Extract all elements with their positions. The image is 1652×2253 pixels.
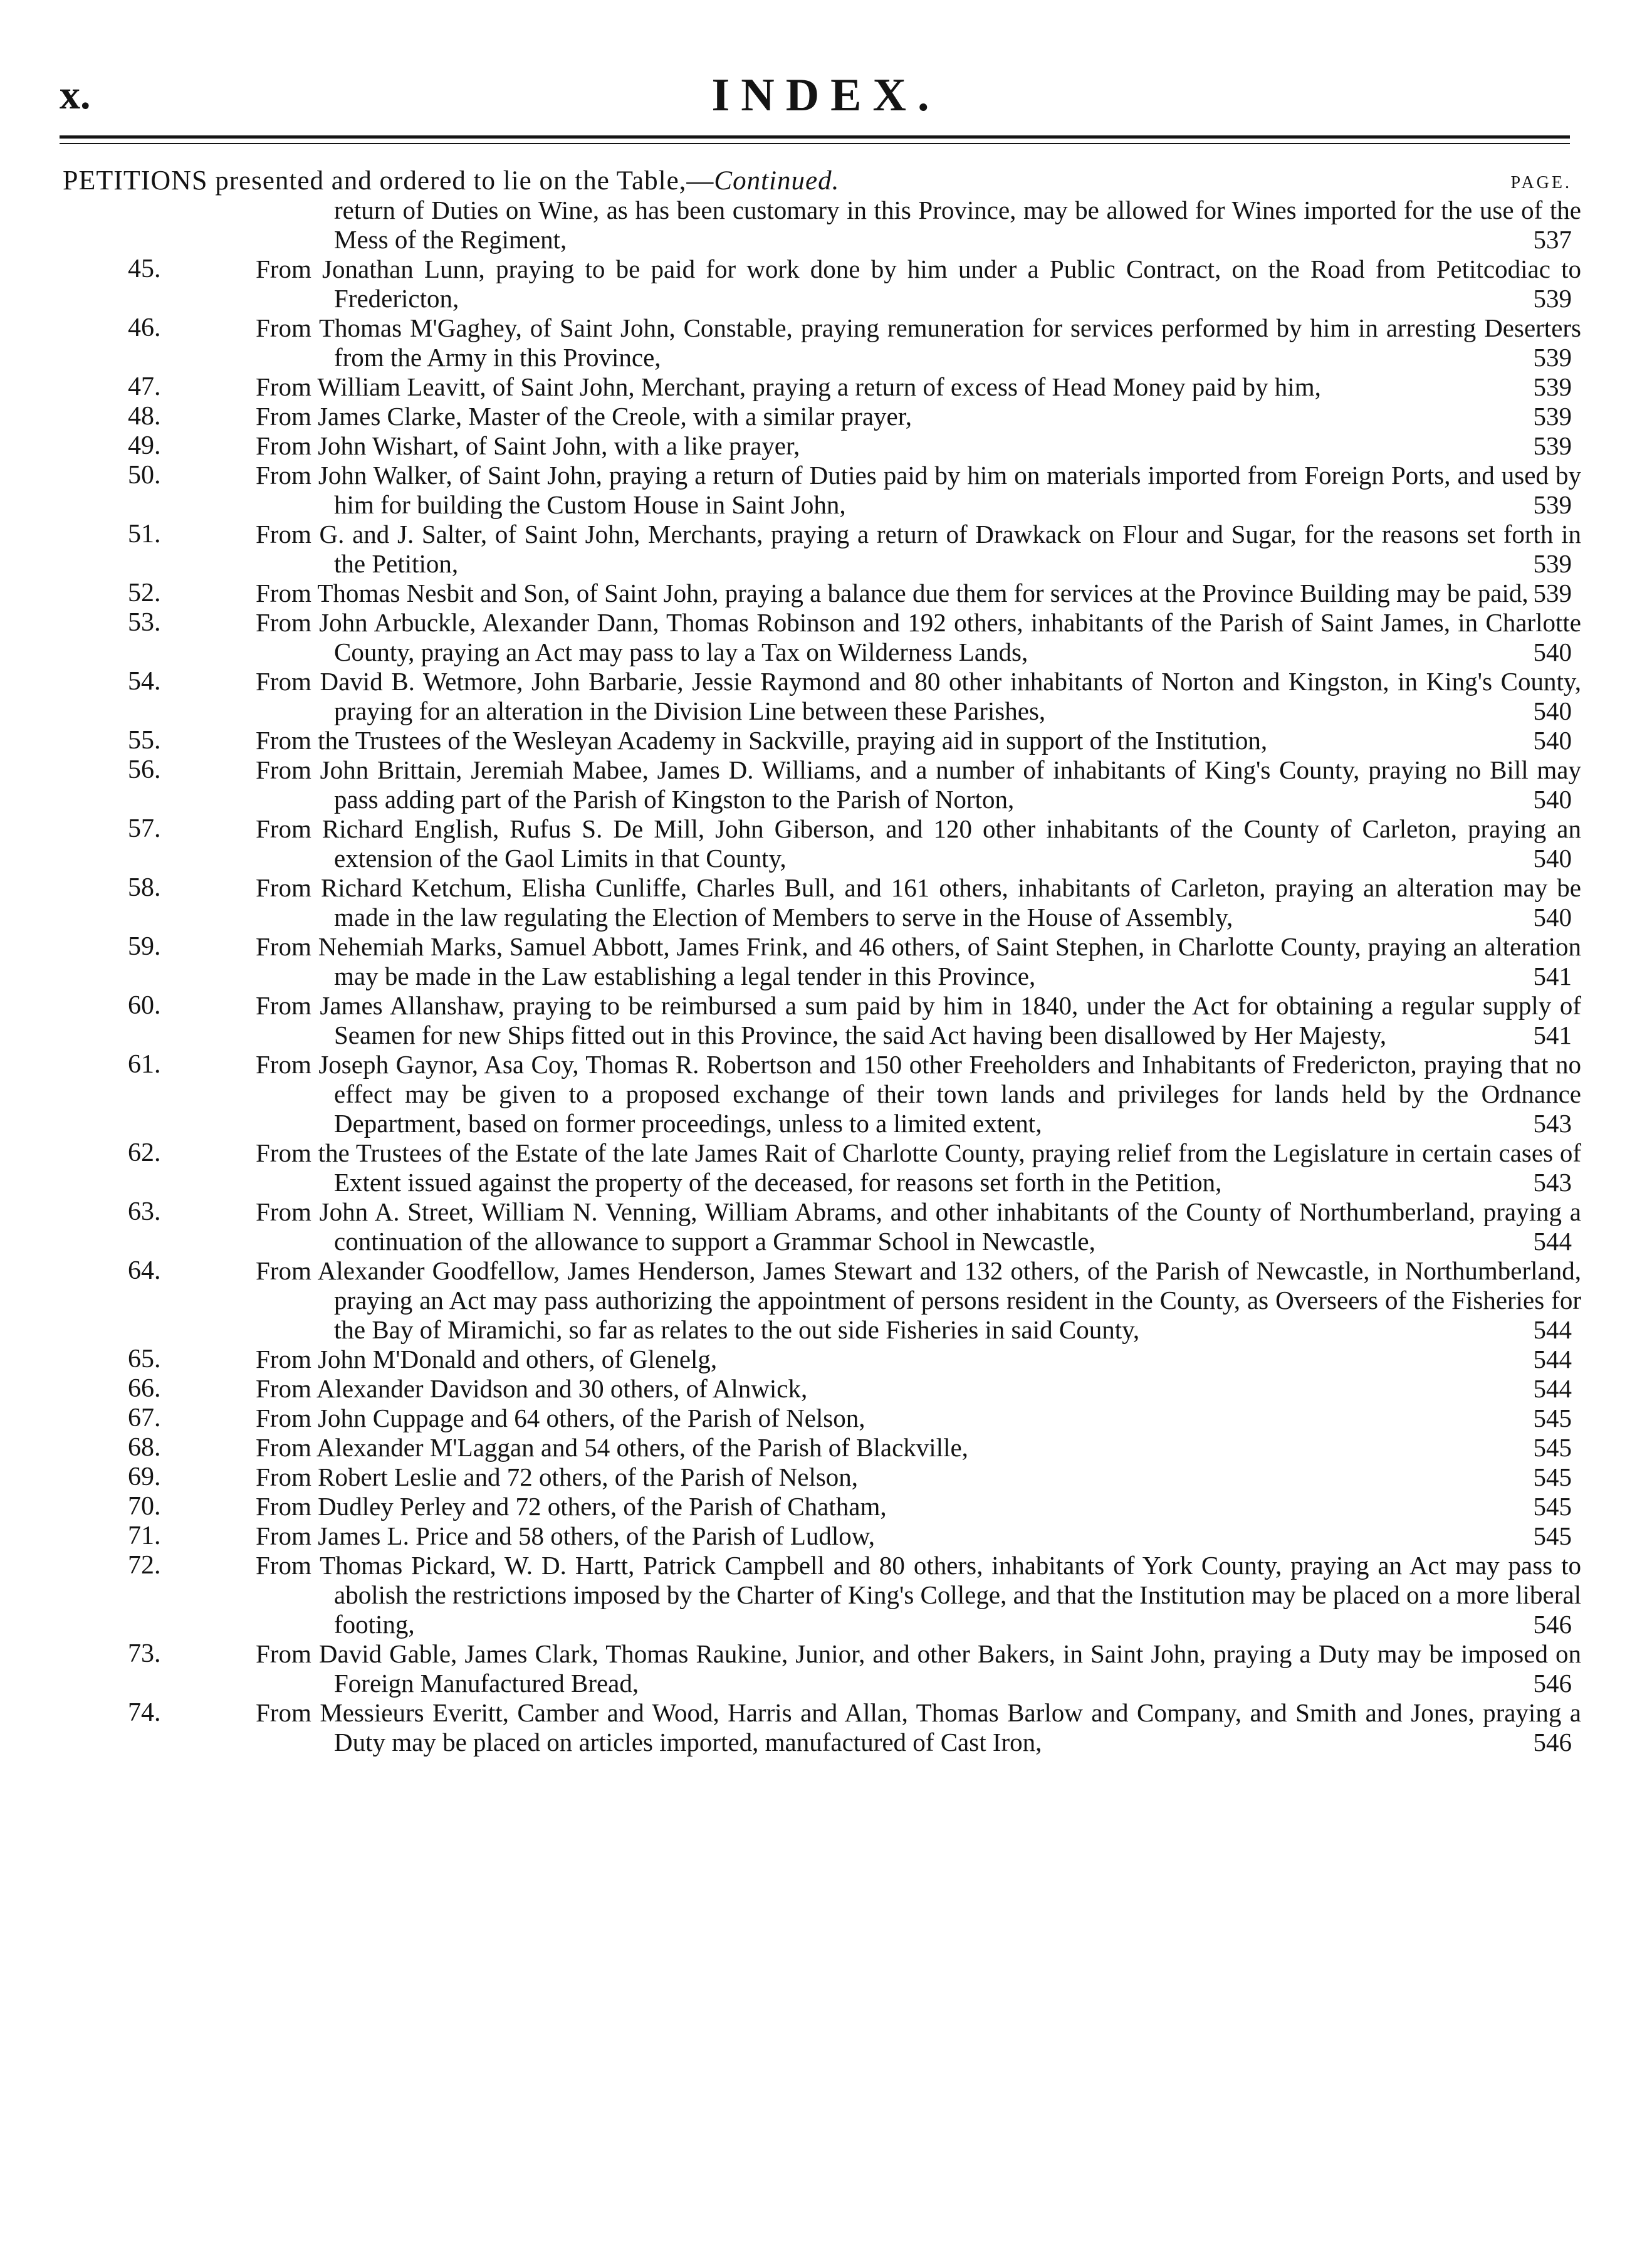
petition-text: From Dudley Perley and 72 others, of the Parish of Chatham, xyxy=(256,1492,887,1521)
page-header xyxy=(0,70,1652,120)
petition-number: 54. xyxy=(128,667,161,696)
petition-entry xyxy=(0,196,1652,255)
petition-entry xyxy=(0,1698,1652,1757)
petition-number: 64. xyxy=(128,1256,161,1285)
petition-number: 61. xyxy=(128,1050,161,1079)
petition-text: From Robert Leslie and 72 others, of the Parish of Nelson, xyxy=(256,1463,859,1491)
petition-text: From Thomas M'Gaghey, of Saint John, Constable, praying remuneration for services performed by him in arresting Deserters from the Army in this Province, xyxy=(256,313,1581,372)
petition-page-number: 539 xyxy=(1533,431,1572,460)
petition-page-number: 541 xyxy=(1533,962,1572,990)
petition-number: 55. xyxy=(128,726,161,755)
page-column-label: PAGE. xyxy=(1510,173,1572,192)
petition-text: From Nehemiah Marks, Samuel Abbott, James Frink, and 46 others, of Saint Stephen, in Charlotte County, praying an alteration may be made in the Law establishing a legal tender in this Province, xyxy=(256,932,1581,990)
petition-text: From Richard Ketchum, Elisha Cunliffe, Charles Bull, and 161 others, inhabitants of Carleton, praying an alteration may be made in the law regulating the Election of Members to serve in the House of Assembly, xyxy=(256,873,1581,932)
petition-text: From John A. Street, William N. Venning, William Abrams, and other inhabitants of the County of Northumberland, praying a continuation of the allowance to support a Grammar School in Newcastle, xyxy=(256,1197,1581,1256)
petition-text: From David Gable, James Clark, Thomas Raukine, Junior, and other Bakers, in Saint John, praying a Duty may be imposed on Foreign Manufactured Bread, xyxy=(256,1639,1581,1698)
petition-page-number: 540 xyxy=(1533,638,1572,666)
petition-entry xyxy=(0,1050,1652,1138)
petition-text: From William Leavitt, of Saint John, Merchant, praying a return of excess of Head Money paid by him, xyxy=(256,372,1321,401)
petition-number: 59. xyxy=(128,932,161,961)
petition-number: 45. xyxy=(128,255,161,283)
petition-page-number: 545 xyxy=(1533,1433,1572,1462)
petition-page-number: 543 xyxy=(1533,1168,1572,1197)
petition-number: 47. xyxy=(128,372,161,401)
petition-page-number: 539 xyxy=(1533,284,1572,313)
petition-text: From Jonathan Lunn, praying to be paid for work done by him under a Public Contract, on the Road from Petitcodiac to Fredericton, xyxy=(256,255,1581,313)
page-title: INDEX. xyxy=(711,70,941,121)
petition-page-number: 545 xyxy=(1533,1521,1572,1550)
petition-text: From David B. Wetmore, John Barbarie, Jessie Raymond and 80 other inhabitants of Norton and Kingston, in King's County, praying for an alteration in the Division Line between these Parishes, xyxy=(256,667,1581,725)
petition-number: 48. xyxy=(128,402,161,431)
petition-number: 57. xyxy=(128,814,161,843)
petition-page-number: 540 xyxy=(1533,903,1572,932)
petition-page-number: 544 xyxy=(1533,1227,1572,1256)
petition-number: 51. xyxy=(128,520,161,549)
petition-entry xyxy=(0,1492,1652,1521)
petition-page-number: 540 xyxy=(1533,844,1572,873)
petition-text: From Alexander Davidson and 30 others, of Alnwick, xyxy=(256,1374,808,1403)
petition-page-number: 543 xyxy=(1533,1109,1572,1138)
petition-number: 73. xyxy=(128,1639,161,1668)
petition-entry xyxy=(0,579,1652,608)
petition-number: 65. xyxy=(128,1345,161,1373)
petition-entry xyxy=(0,1256,1652,1345)
petition-text: From James Allanshaw, praying to be reimbursed a sum paid by him in 1840, under the Act for obtaining a regular supply of Seamen for new Ships fitted out in this Province, the said Act having been disallowed by Her Majesty, xyxy=(256,991,1581,1049)
page-folio: x. xyxy=(60,72,91,118)
petition-entry xyxy=(0,313,1652,372)
petition-entry xyxy=(0,755,1652,814)
petition-entry xyxy=(0,1639,1652,1698)
petition-entry xyxy=(0,1404,1652,1433)
petition-entry xyxy=(0,461,1652,520)
petition-page-number: 541 xyxy=(1533,1021,1572,1049)
petition-entry xyxy=(0,520,1652,579)
petition-page-number: 540 xyxy=(1533,726,1572,755)
petition-page-number: 540 xyxy=(1533,696,1572,725)
petition-number: 74. xyxy=(128,1698,161,1727)
petition-number: 49. xyxy=(128,431,161,460)
petition-text: From Joseph Gaynor, Asa Coy, Thomas R. Robertson and 150 other Freeholders and Inhabitants of Fredericton, praying that no effect may be given to a proposed exchange of their town lands and privileges for lands held by the Ordnance Department, based on former proceedings, unless to a limited extent, xyxy=(256,1050,1581,1138)
petition-page-number: 539 xyxy=(1533,343,1572,372)
petition-number: 53. xyxy=(128,608,161,637)
petition-text: From Thomas Pickard, W. D. Hartt, Patrick Campbell and 80 others, inhabitants of York County, praying an Act may pass to abolish the restrictions imposed by the Charter of King's College, and that the Institution may be placed on a more liberal footing, xyxy=(256,1551,1581,1639)
petition-entry xyxy=(0,402,1652,431)
petition-text: From Messieurs Everitt, Camber and Wood, Harris and Allan, Thomas Barlow and Company, and Smith and Jones, praying a Duty may be placed on articles imported, manufactured of Cast Iron, xyxy=(256,1698,1581,1757)
petition-number: 58. xyxy=(128,873,161,902)
petition-text: From G. and J. Salter, of Saint John, Merchants, praying a return of Drawkack on Flour and Sugar, for the reasons set forth in the Petition, xyxy=(256,520,1581,578)
header-rule-thin xyxy=(60,143,1570,144)
header-rule-thick xyxy=(60,135,1570,139)
petition-page-number: 539 xyxy=(1533,579,1572,607)
petition-page-number: 540 xyxy=(1533,785,1572,814)
petition-entry xyxy=(0,991,1652,1050)
petition-number: 71. xyxy=(128,1521,161,1550)
petition-page-number: 545 xyxy=(1533,1492,1572,1521)
petition-text: From John Cuppage and 64 others, of the Parish of Nelson, xyxy=(256,1404,865,1432)
petition-number: 52. xyxy=(128,579,161,607)
section-label: PETITIONS xyxy=(63,165,208,196)
petition-page-number: 539 xyxy=(1533,549,1572,578)
petition-number: 50. xyxy=(128,461,161,490)
petition-entry xyxy=(0,814,1652,873)
petition-page-number: 539 xyxy=(1533,402,1572,431)
petition-list xyxy=(0,196,1652,1757)
petition-number: 63. xyxy=(128,1197,161,1226)
petition-entry xyxy=(0,608,1652,667)
petition-text: From Richard English, Rufus S. De Mill, John Giberson, and 120 other inhabitants of the County of Carleton, praying an extension of the Gaol Limits in that County, xyxy=(256,814,1581,873)
petition-entry xyxy=(0,726,1652,755)
petition-entry xyxy=(0,255,1652,313)
petition-page-number: 544 xyxy=(1533,1374,1572,1403)
petition-number: 69. xyxy=(128,1463,161,1491)
petition-text: From John Wishart, of Saint John, with a like prayer, xyxy=(256,431,800,460)
petition-text: From John M'Donald and others, of Glenelg, xyxy=(256,1345,718,1373)
petition-number: 68. xyxy=(128,1433,161,1462)
petition-entry xyxy=(0,1374,1652,1404)
petition-page-number: 539 xyxy=(1533,372,1572,401)
petition-text: From Alexander Goodfellow, James Henderson, James Stewart and 132 others, of the Parish of Newcastle, in Northumberland, praying an Act may pass authorizing the appointment of persons resident in the County, as Overseers of the Fisheries for the Bay of Miramichi, so far as relates to the out side Fisheries in said County, xyxy=(256,1256,1581,1344)
petition-text: From James L. Price and 58 others, of the Parish of Ludlow, xyxy=(256,1521,876,1550)
section-description: presented and ordered to lie on the Table,— xyxy=(207,166,714,196)
petition-page-number: 546 xyxy=(1533,1610,1572,1639)
petition-entry xyxy=(0,932,1652,991)
petition-text: From the Trustees of the Estate of the late James Rait of Charlotte County, praying relief from the Legislature in certain cases of Extent issued against the property of the deceased, for reasons set forth in the Petition, xyxy=(256,1138,1581,1197)
petition-text: From James Clarke, Master of the Creole, with a similar prayer, xyxy=(256,402,912,431)
petition-number: 67. xyxy=(128,1404,161,1432)
petition-entry xyxy=(0,1551,1652,1639)
petition-number: 60. xyxy=(128,991,161,1020)
petition-entry xyxy=(0,873,1652,932)
petition-page-number: 546 xyxy=(1533,1669,1572,1698)
petition-number: 72. xyxy=(128,1551,161,1580)
petition-text: return of Duties on Wine, as has been customary in this Province, may be allowed for Wines imported for the use of the Mess of the Regiment, xyxy=(334,196,1581,254)
petition-text: From Alexander M'Laggan and 54 others, of the Parish of Blackville, xyxy=(256,1433,968,1462)
petition-text: From John Arbuckle, Alexander Dann, Thomas Robinson and 192 others, inhabitants of the Parish of Saint James, in Charlotte County, praying an Act may pass to lay a Tax on Wilderness Lands, xyxy=(256,608,1581,666)
petition-page-number: 537 xyxy=(1533,225,1572,254)
petition-text: From Thomas Nesbit and Son, of Saint John, praying a balance due them for services at the Province Building may be paid, xyxy=(256,579,1529,607)
petition-page-number: 546 xyxy=(1533,1728,1572,1757)
petition-number: 70. xyxy=(128,1492,161,1521)
petition-entry xyxy=(0,667,1652,726)
section-heading xyxy=(0,164,1652,197)
petition-page-number: 544 xyxy=(1533,1315,1572,1344)
petition-entry xyxy=(0,1521,1652,1551)
petition-page-number: 544 xyxy=(1533,1345,1572,1373)
petition-text: From John Walker, of Saint John, praying a return of Duties paid by him on materials imported from Foreign Ports, and used by him for building the Custom House in Saint John, xyxy=(256,461,1581,519)
section-continued: Continued. xyxy=(714,166,840,196)
petition-number: 56. xyxy=(128,755,161,784)
petition-text: From the Trustees of the Wesleyan Academy in Sackville, praying aid in support of the Institution, xyxy=(256,726,1268,755)
petition-number: 66. xyxy=(128,1374,161,1403)
petition-page-number: 539 xyxy=(1533,490,1572,519)
petition-entry xyxy=(0,372,1652,402)
petition-entry xyxy=(0,431,1652,461)
petition-entry xyxy=(0,1138,1652,1197)
petition-text: From John Brittain, Jeremiah Mabee, James D. Williams, and a number of inhabitants of King's County, praying no Bill may pass adding part of the Parish of Kingston to the Parish of Norton, xyxy=(256,755,1581,814)
petition-page-number: 545 xyxy=(1533,1463,1572,1491)
petition-page-number: 545 xyxy=(1533,1404,1572,1432)
petition-entry xyxy=(0,1433,1652,1463)
petition-number: 46. xyxy=(128,313,161,342)
petition-entry xyxy=(0,1197,1652,1256)
petition-entry xyxy=(0,1345,1652,1374)
petition-entry xyxy=(0,1463,1652,1492)
petition-number: 62. xyxy=(128,1138,161,1167)
